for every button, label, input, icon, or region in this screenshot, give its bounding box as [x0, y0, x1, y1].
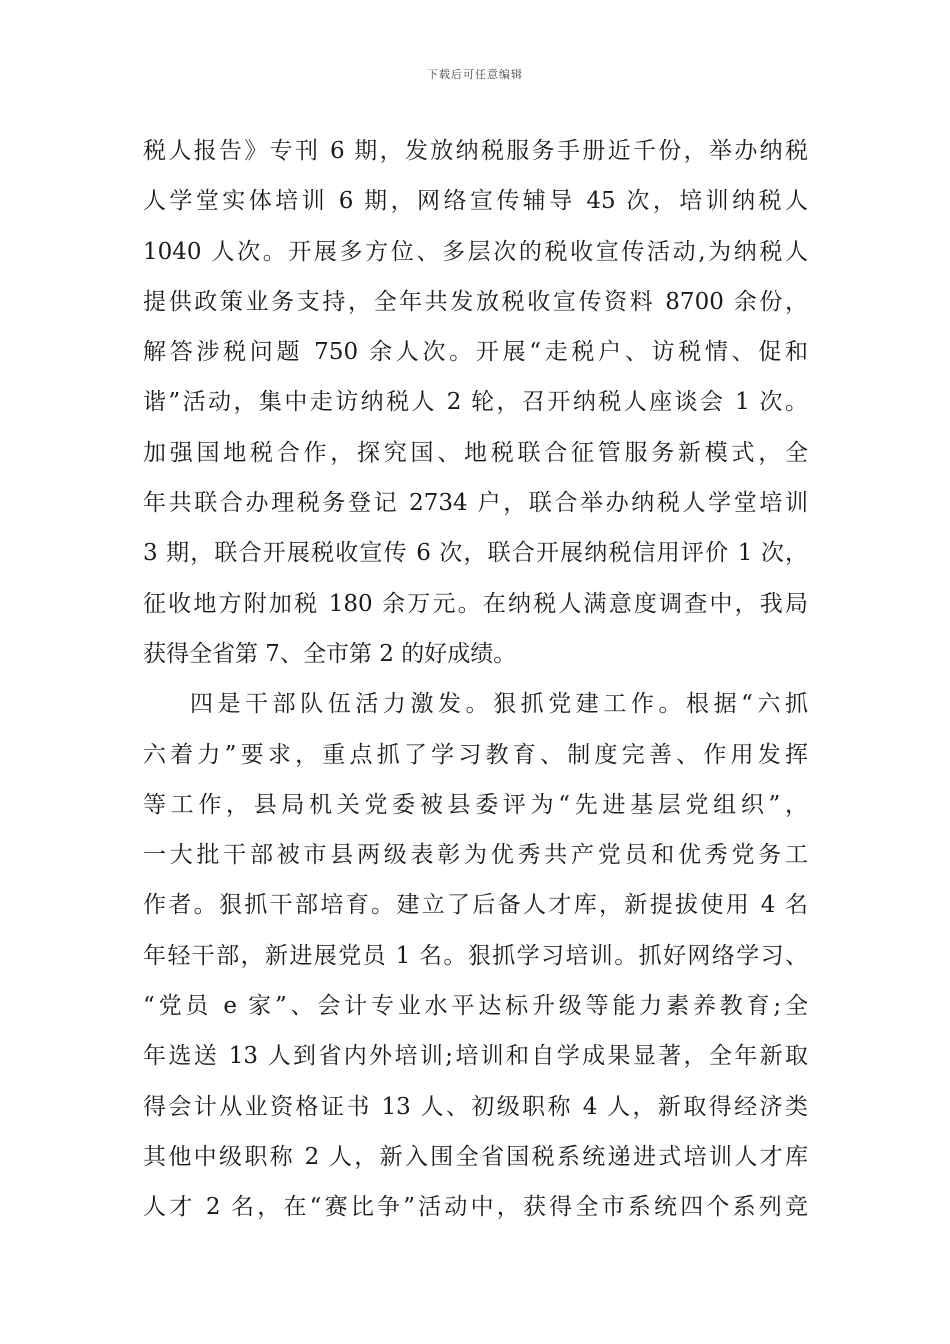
text-line: 年轻干部，新进展党员 1 名。狠抓学习培训。抓好网络学习、: [143, 942, 808, 969]
text-line: 解答涉税问题 750 余人次。开展“走税户、访税情、促和: [143, 339, 808, 366]
paragraph-cadre-team: [143, 679, 808, 1232]
text-line: 作者。狠抓干部培育。建立了后备人才库，新提拔使用 4 名: [143, 892, 808, 919]
text-line: 得会计从业资格证书 13 人、初级职称 4 人，新取得经济类: [143, 1093, 808, 1120]
document-body: [143, 126, 808, 1233]
page-header: 下载后可任意编辑: [427, 68, 523, 81]
text-line: 四是干部队伍活力激发。狠抓党建工作。根据“六抓: [190, 691, 808, 718]
text-line: 一大批干部被市县两级表彰为优秀共产党员和优秀党务工: [143, 842, 808, 869]
text-line: 提供政策业务支持，全年共发放税收宣传资料 8700 余份，: [143, 288, 808, 315]
text-line: “党员 e 家”、会计专业水平达标升级等能力素养教育;全: [143, 993, 808, 1020]
text-line: 人学堂实体培训 6 期，网络宣传辅导 45 次，培训纳税人: [143, 188, 808, 215]
text-line: 征收地方附加税 180 余万元。在纳税人满意度调查中，我局: [143, 590, 808, 617]
text-line: 人才 2 名，在“赛比争”活动中，获得全市系统四个系列竞: [143, 1194, 808, 1221]
text-line: 1040 人次。开展多方位、多层次的税收宣传活动,为纳税人: [143, 238, 808, 265]
paragraph-continuation: [143, 126, 808, 679]
text-line: 获得全省第 7、全市第 2 的好成绩。: [143, 640, 517, 667]
text-line: 加强国地税合作，探究国、地税联合征管服务新模式，全: [143, 439, 808, 466]
text-line: 税人报告》专刊 6 期，发放纳税服务手册近千份，举办纳税: [143, 138, 808, 164]
text-line: 谐”活动，集中走访纳税人 2 轮，召开纳税人座谈会 1 次。: [143, 389, 808, 416]
text-line: 等工作，县局机关党委被县委评为“先进基层党组织”，: [143, 791, 808, 818]
text-line: 年选送 13 人到省内外培训;培训和自学成果显著，全年新取: [143, 1043, 808, 1070]
text-line: 六着力”要求，重点抓了学习教育、制度完善、作用发挥: [143, 741, 808, 768]
text-line: 3 期，联合开展税收宣传 6 次，联合开展纳税信用评价 1 次，: [143, 540, 808, 567]
text-line: 其他中级职称 2 人，新入围全省国税系统递进式培训人才库: [143, 1143, 808, 1170]
text-line: 年共联合办理税务登记 2734 户，联合举办纳税人学堂培训: [143, 490, 808, 517]
